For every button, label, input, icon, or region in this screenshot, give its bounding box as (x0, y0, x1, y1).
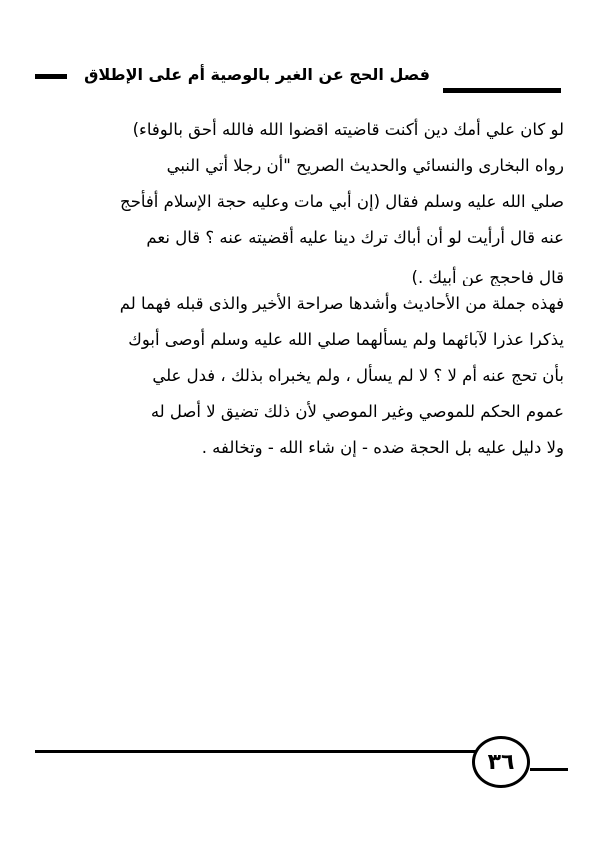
text-line: عموم الحكم للموصي وغير الموصي لأن ذلك تضيق لا أصل له (150, 402, 564, 421)
text-line: يذكرا عذرا لآبائهما ولم يسألهما صلي الله عليه وسلم أوصى أبوك (128, 330, 564, 349)
text-line: ولا دليل عليه بل الحجة ضده - إن شاء الله - وتخالفه . (201, 438, 564, 457)
chapter-title: فصل الحج عن الغير بالوصية أم على الإطلاق (84, 65, 430, 84)
header-rule-left (35, 74, 67, 79)
header-rule-right (443, 88, 561, 93)
text-line: لو كان علي أمك دين أكنت قاضيته اقضوا الله فالله أحق بالوفاء) (132, 120, 564, 139)
page-number: ٣٦ (472, 736, 530, 788)
footer-rule-left (35, 750, 476, 753)
body-text (46, 112, 564, 466)
text-line: عنه قال أرأيت لو أن أباك ترك دينا عليه أقضيته عنه ؟ قال نعم (146, 228, 564, 247)
text-line: قال فاحجج عن أبيك .) (411, 268, 564, 286)
text-line: صلي الله عليه وسلم فقال (إن أبي مات وعليه حجة الإسلام أفأحج (120, 192, 564, 211)
text-line: رواه البخارى والنسائي والحديث الصريح "أن رجلا أتي النبي (166, 156, 564, 175)
text-line: بأن تحج عنه أم لا ؟ لا لم يسأل ، ولم يخبراه بذلك ، فدل علي (152, 366, 564, 385)
footer-rule-right (530, 768, 568, 771)
text-line: فهذه جملة من الأحاديث وأشدها صراحة الأخير والذى قبله فهما لم (119, 294, 564, 313)
